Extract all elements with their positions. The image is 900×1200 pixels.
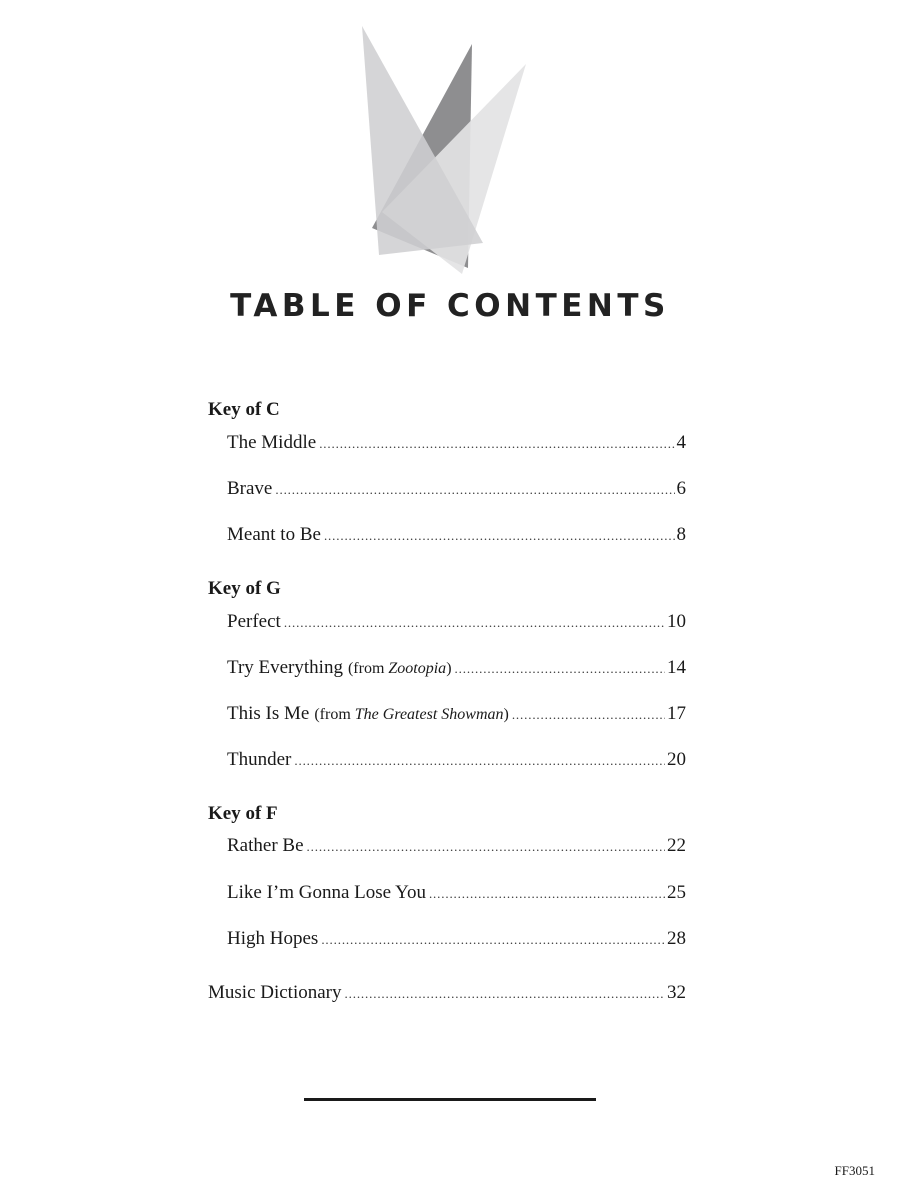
toc-entry-meant-to-be[interactable] [227, 524, 686, 547]
toc-entry-try-everything[interactable] [227, 657, 686, 680]
page-number: 20 [667, 749, 686, 770]
toc-entry-music-dictionary[interactable] [208, 982, 686, 1005]
page-number: 25 [667, 882, 686, 903]
entry-title: Meant to Be [227, 524, 321, 545]
catalog-number: FF3051 [834, 1163, 875, 1178]
toc-entry-like-im-gonna-lose-you[interactable] [227, 882, 686, 905]
dot-leader [345, 983, 665, 1005]
page-number: 6 [676, 478, 686, 499]
entry-source-note [314, 704, 509, 726]
page-number: 14 [667, 657, 686, 678]
toc-entry-thunder[interactable] [227, 749, 686, 772]
page-title: TABLE OF CONTENTS [230, 288, 670, 324]
source-prefix: (from [347, 660, 389, 677]
toc-entry-perfect[interactable] [227, 611, 686, 634]
dot-leader [284, 612, 665, 634]
toc-entry-this-is-me[interactable] [227, 703, 686, 726]
entry-title: Perfect [227, 611, 281, 632]
dot-leader [512, 704, 665, 726]
page-number: 10 [667, 611, 686, 632]
dot-leader [321, 929, 665, 951]
toc-entry-high-hopes[interactable] [227, 928, 686, 951]
page-number: 22 [667, 835, 686, 856]
section-heading-key-of-c: Key of C [208, 399, 280, 420]
page-number: 32 [667, 982, 686, 1003]
entry-title: High Hopes [227, 928, 319, 949]
dot-leader [275, 479, 674, 501]
entry-title: Like I’m Gonna Lose You [227, 882, 426, 903]
page-number: 17 [667, 703, 686, 724]
dot-leader [294, 750, 665, 772]
entry-title: Rather Be [227, 835, 304, 856]
entry-title: Brave [227, 478, 273, 499]
source-title: Zootopia [388, 660, 447, 677]
page-number: 28 [667, 928, 686, 949]
source-prefix: (from [314, 706, 355, 723]
entry-title: This Is Me [227, 703, 310, 724]
entry-source-note [348, 658, 452, 680]
dot-leader [324, 525, 675, 547]
dot-leader [307, 836, 665, 858]
section-heading-key-of-g: Key of G [208, 578, 281, 599]
source-suffix: ) [503, 706, 509, 723]
source-title: The Greatest Showman [354, 706, 504, 723]
footer-divider [304, 1098, 596, 1101]
entry-title: Thunder [227, 749, 292, 770]
page-number: 8 [676, 524, 686, 545]
entry-title: Music Dictionary [208, 982, 342, 1003]
page-number: 4 [676, 432, 686, 453]
entry-title: The Middle [227, 432, 317, 453]
toc-entry-brave[interactable] [227, 478, 686, 501]
dot-leader [429, 883, 665, 905]
source-suffix: ) [446, 660, 452, 677]
entry-title: Try Everything [227, 657, 343, 678]
dot-leader [455, 658, 665, 680]
dot-leader [319, 433, 674, 455]
toc-entry-rather-be[interactable] [227, 835, 686, 858]
section-heading-key-of-f: Key of F [208, 803, 278, 824]
toc-entry-the-middle[interactable] [227, 432, 686, 455]
